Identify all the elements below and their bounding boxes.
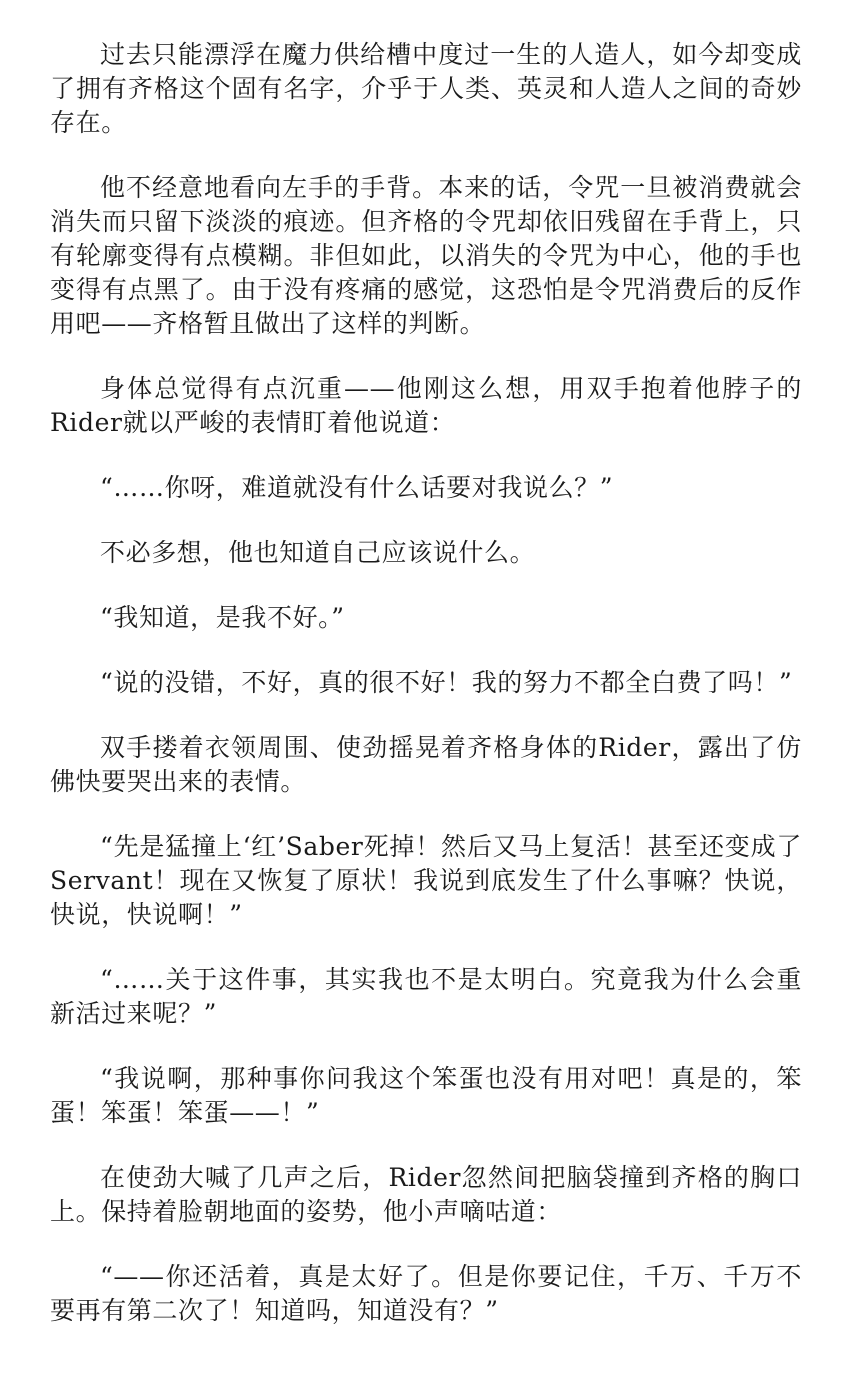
dialogue-line: “……你呀，难道就没有什么话要对我说么？” — [100, 473, 614, 502]
paragraph: 双手搂着衣领周围、使劲摇晃着齐格身体的Rider，露出了仿佛快要哭出来的表情。 — [50, 733, 802, 796]
paragraph: 在使劲大喊了几声之后，Rider忽然间把脑袋撞到齐格的胸口上。保持着脸朝地面的姿势，他小声嘀咕道： — [50, 1163, 802, 1226]
dialogue-line: “说的没错，不好，真的很不好！我的努力不都全白费了吗！” — [100, 668, 793, 697]
paragraph: 他不经意地看向左手的手背。本来的话，令咒一旦被消费就会消失而只留下淡淡的痕迹。但齐格的令咒却依旧残留在手背上，只有轮廓变得有点模糊。非但如此，以消失的令咒为中心，他的手也变得有点黑了。由于没有疼痛的感觉，这恐怕是令咒消费后的反作用吧——齐格暂且做出了这样的判断。 — [50, 173, 802, 338]
dialogue-line: “我知道，是我不好。” — [100, 603, 345, 632]
document-page — [50, 38, 802, 1359]
dialogue-line: “——你还活着，真是太好了。但是你要记住，千万、千万不要再有第二次了！知道吗，知道没有？” — [50, 1262, 802, 1325]
paragraph: 不必多想，他也知道自己应该说什么。 — [100, 538, 536, 567]
dialogue-line: “先是猛撞上‘红’Saber死掉！然后又马上复活！甚至还变成了Servant！现在又恢复了原状！我说到底发生了什么事嘛？快说，快说，快说啊！” — [50, 832, 802, 929]
paragraph: 身体总觉得有点沉重——他刚这么想，用双手抱着他脖子的Rider就以严峻的表情盯着他说道： — [50, 374, 802, 437]
dialogue-line: “……关于这件事，其实我也不是太明白。究竟我为什么会重新活过来呢？” — [50, 965, 802, 1028]
dialogue-line: “我说啊，那种事你问我这个笨蛋也没有用对吧！真是的，笨蛋！笨蛋！笨蛋——！” — [50, 1064, 802, 1127]
paragraph: 过去只能漂浮在魔力供给槽中度过一生的人造人，如今却变成了拥有齐格这个固有名字，介乎于人类、英灵和人造人之间的奇妙存在。 — [50, 40, 802, 137]
